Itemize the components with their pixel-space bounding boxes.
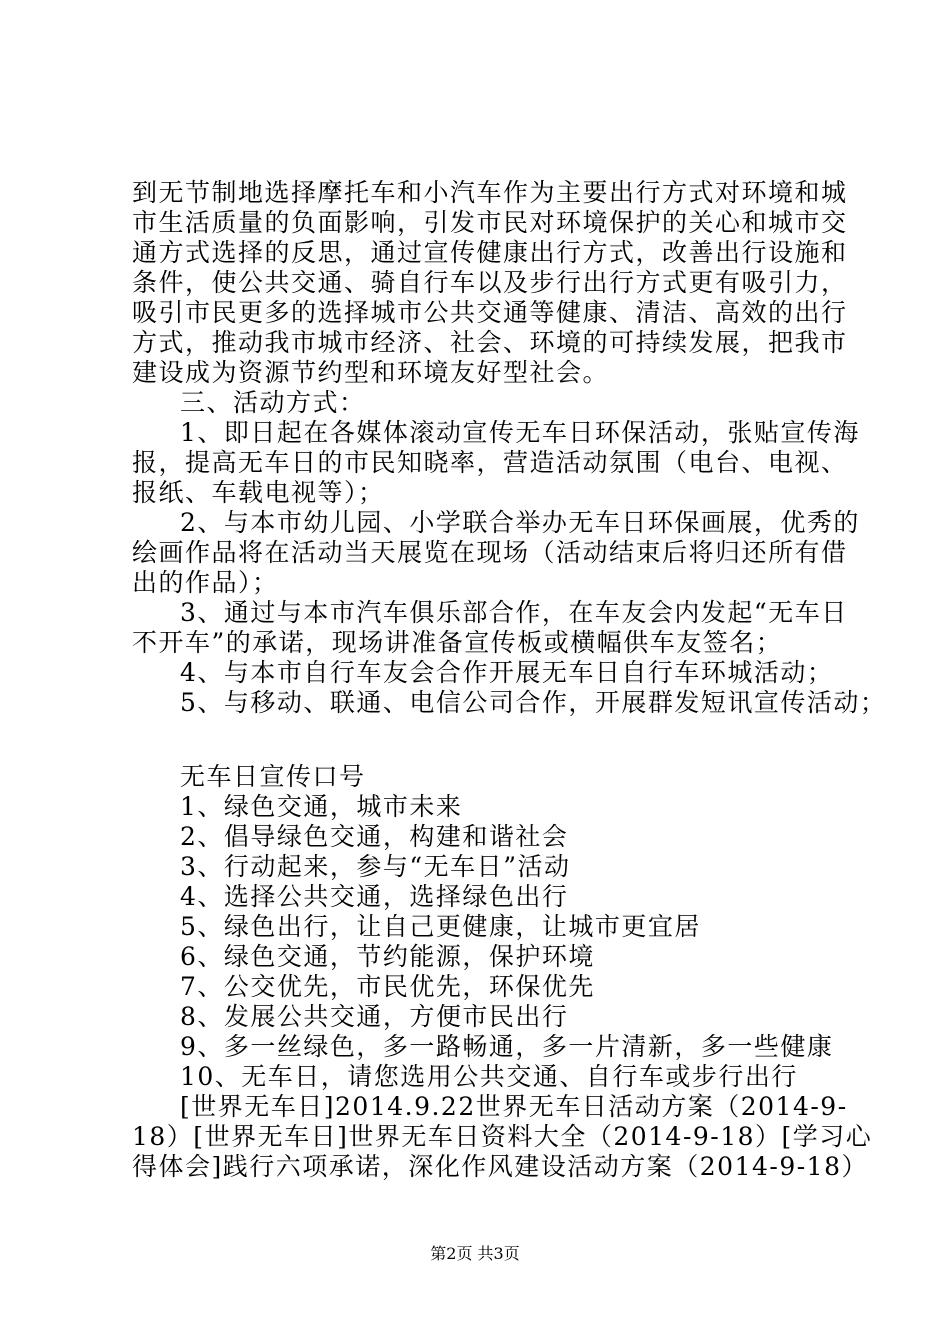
slogan-list: [132, 792, 837, 1092]
slogan-item: 1、绿色交通，城市未来: [180, 792, 463, 821]
text-line: 市生活质量的负面影响，引发市民对环境保护的关心和城市交: [132, 208, 848, 237]
activity-item-2: [132, 508, 860, 598]
text-line: 条件，使公共交通、骑自行车以及步行出行方式更有吸引力，: [132, 268, 848, 297]
document-body: [132, 178, 887, 1182]
slogan-item: 7、公交优先，市民优先，环保优先: [180, 972, 595, 1001]
text-line: 绘画作品将在活动当天展览在现场（活动结束后将归还所有借: [132, 538, 848, 567]
slogan-item: 5、绿色出行，让自己更健康，让城市更宜居: [180, 912, 701, 941]
slogan-item: 4、选择公共交通，选择绿色出行: [180, 882, 569, 911]
paragraph-purpose: [132, 178, 848, 388]
text-line: 方式，推动我市城市经济、社会、环境的可持续发展，把我市: [132, 328, 848, 357]
related-line: [世界无车日]2014.9.22世界无车日活动方案（2014-9-: [180, 1092, 848, 1121]
text-line: 报，提高无车日的市民知晓率，营造活动氛围（电台、电视、: [132, 448, 848, 477]
text-line: 不开车”的承诺，现场讲准备宣传板或横幅供车友签名；: [132, 628, 783, 657]
slogan-item: 2、倡导绿色交通，构建和谐社会: [180, 822, 569, 851]
slogan-item: 8、发展公共交通，方便市民出行: [180, 1002, 569, 1031]
slogan-item: 9、多一丝绿色，多一路畅通，多一片清新，多一些健康: [180, 1032, 834, 1061]
activity-item-4: 4、与本市自行车友会合作开展无车日自行车环城活动；: [180, 658, 834, 687]
text-line: 通方式选择的反思，通过宣传健康出行方式，改善出行设施和: [132, 238, 848, 267]
slogan-item: 6、绿色交通，节约能源，保护环境: [180, 942, 595, 971]
page-footer: [0, 1244, 950, 1264]
text-line: 报纸、车载电视等）；: [132, 478, 385, 507]
slogan-item: 3、行动起来，参与“无车日”活动: [180, 852, 571, 881]
text-line: 出的作品）；: [132, 568, 279, 597]
related-articles: [132, 1092, 873, 1182]
text-line: 到无节制地选择摩托车和小汽车作为主要出行方式对环境和城: [132, 178, 848, 207]
text-line: 吸引市民更多的选择城市公共交通等健康、清洁、高效的出行: [132, 298, 848, 327]
text-line: 1、即日起在各媒体滚动宣传无车日环保活动，张贴宣传海: [180, 418, 860, 447]
section-heading: 三、活动方式：: [180, 388, 366, 417]
text-line: 建设成为资源节约型和环境友好型社会。: [132, 358, 610, 387]
text-line: 2、与本市幼儿园、小学联合举办无车日环保画展，优秀的: [180, 508, 860, 537]
activity-item-1: [132, 418, 860, 508]
slogan-item: 10、无车日，请您选用公共交通、自行车或步行出行: [180, 1062, 798, 1091]
related-line: 18）[世界无车日]世界无车日资料大全（2014-9-18）[学习心: [132, 1122, 873, 1151]
slogan-heading: 无车日宣传口号: [180, 762, 366, 791]
related-line: 得体会]践行六项承诺，深化作风建设活动方案（2014-9-18）: [132, 1152, 868, 1181]
activity-item-5: 5、与移动、联通、电信公司合作，开展群发短讯宣传活动；: [180, 688, 887, 717]
activity-item-3: [132, 598, 848, 658]
page-number: 第2页 共3页: [430, 1244, 520, 1263]
text-line: 3、通过与本市汽车俱乐部合作，在车友会内发起“无车日: [180, 598, 848, 627]
blank-line: [132, 718, 837, 762]
